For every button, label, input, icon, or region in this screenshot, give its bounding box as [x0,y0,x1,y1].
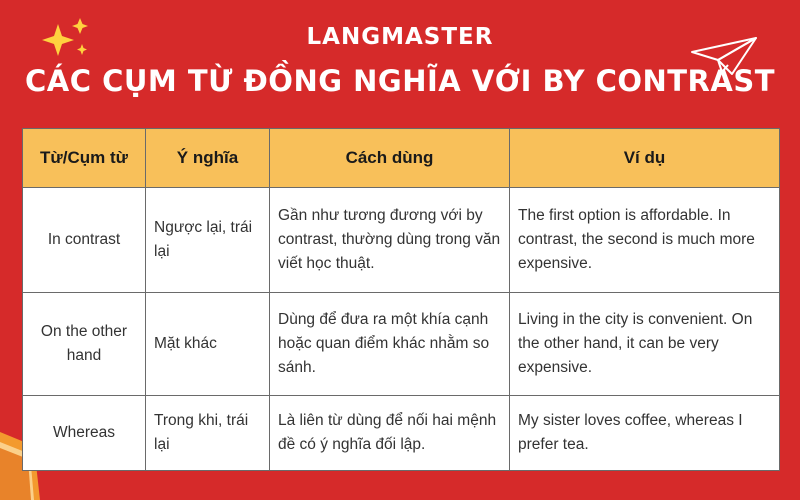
cell-example: Living in the city is convenient. On the other hand, it can be very expensive. [510,293,780,396]
cell-meaning: Ngược lại, trái lại [146,188,270,293]
cell-meaning: Mặt khác [146,293,270,396]
cell-meaning: Trong khi, trái lại [146,396,270,471]
table-row [23,396,780,471]
cell-usage: Gần như tương đương với by contrast, thường dùng trong văn viết học thuật. [270,188,510,293]
cell-usage: Là liên từ dùng để nối hai mệnh đề có ý nghĩa đối lập. [270,396,510,471]
page-title: CÁC CỤM TỪ ĐỒNG NGHĨA VỚI BY CONTRAST [25,64,775,98]
column-header-example: Ví dụ [510,129,780,188]
cell-term: In contrast [23,188,146,293]
column-header-term: Từ/Cụm từ [23,129,146,188]
brand-logo: LANGMASTER [306,24,494,50]
cell-term: Whereas [23,396,146,471]
cell-usage: Dùng để đưa ra một khía cạnh hoặc quan điểm khác nhằm so sánh. [270,293,510,396]
paper-plane-icon [688,34,760,78]
synonyms-table [22,128,780,471]
column-header-usage: Cách dùng [270,129,510,188]
column-header-meaning: Ý nghĩa [146,129,270,188]
cell-example: My sister loves coffee, whereas I prefer tea. [510,396,780,471]
cell-example: The first option is affordable. In contrast, the second is much more expensive. [510,188,780,293]
table-row [23,188,780,293]
cell-term: On the other hand [23,293,146,396]
table-header-row [23,129,780,188]
table-row [23,293,780,396]
